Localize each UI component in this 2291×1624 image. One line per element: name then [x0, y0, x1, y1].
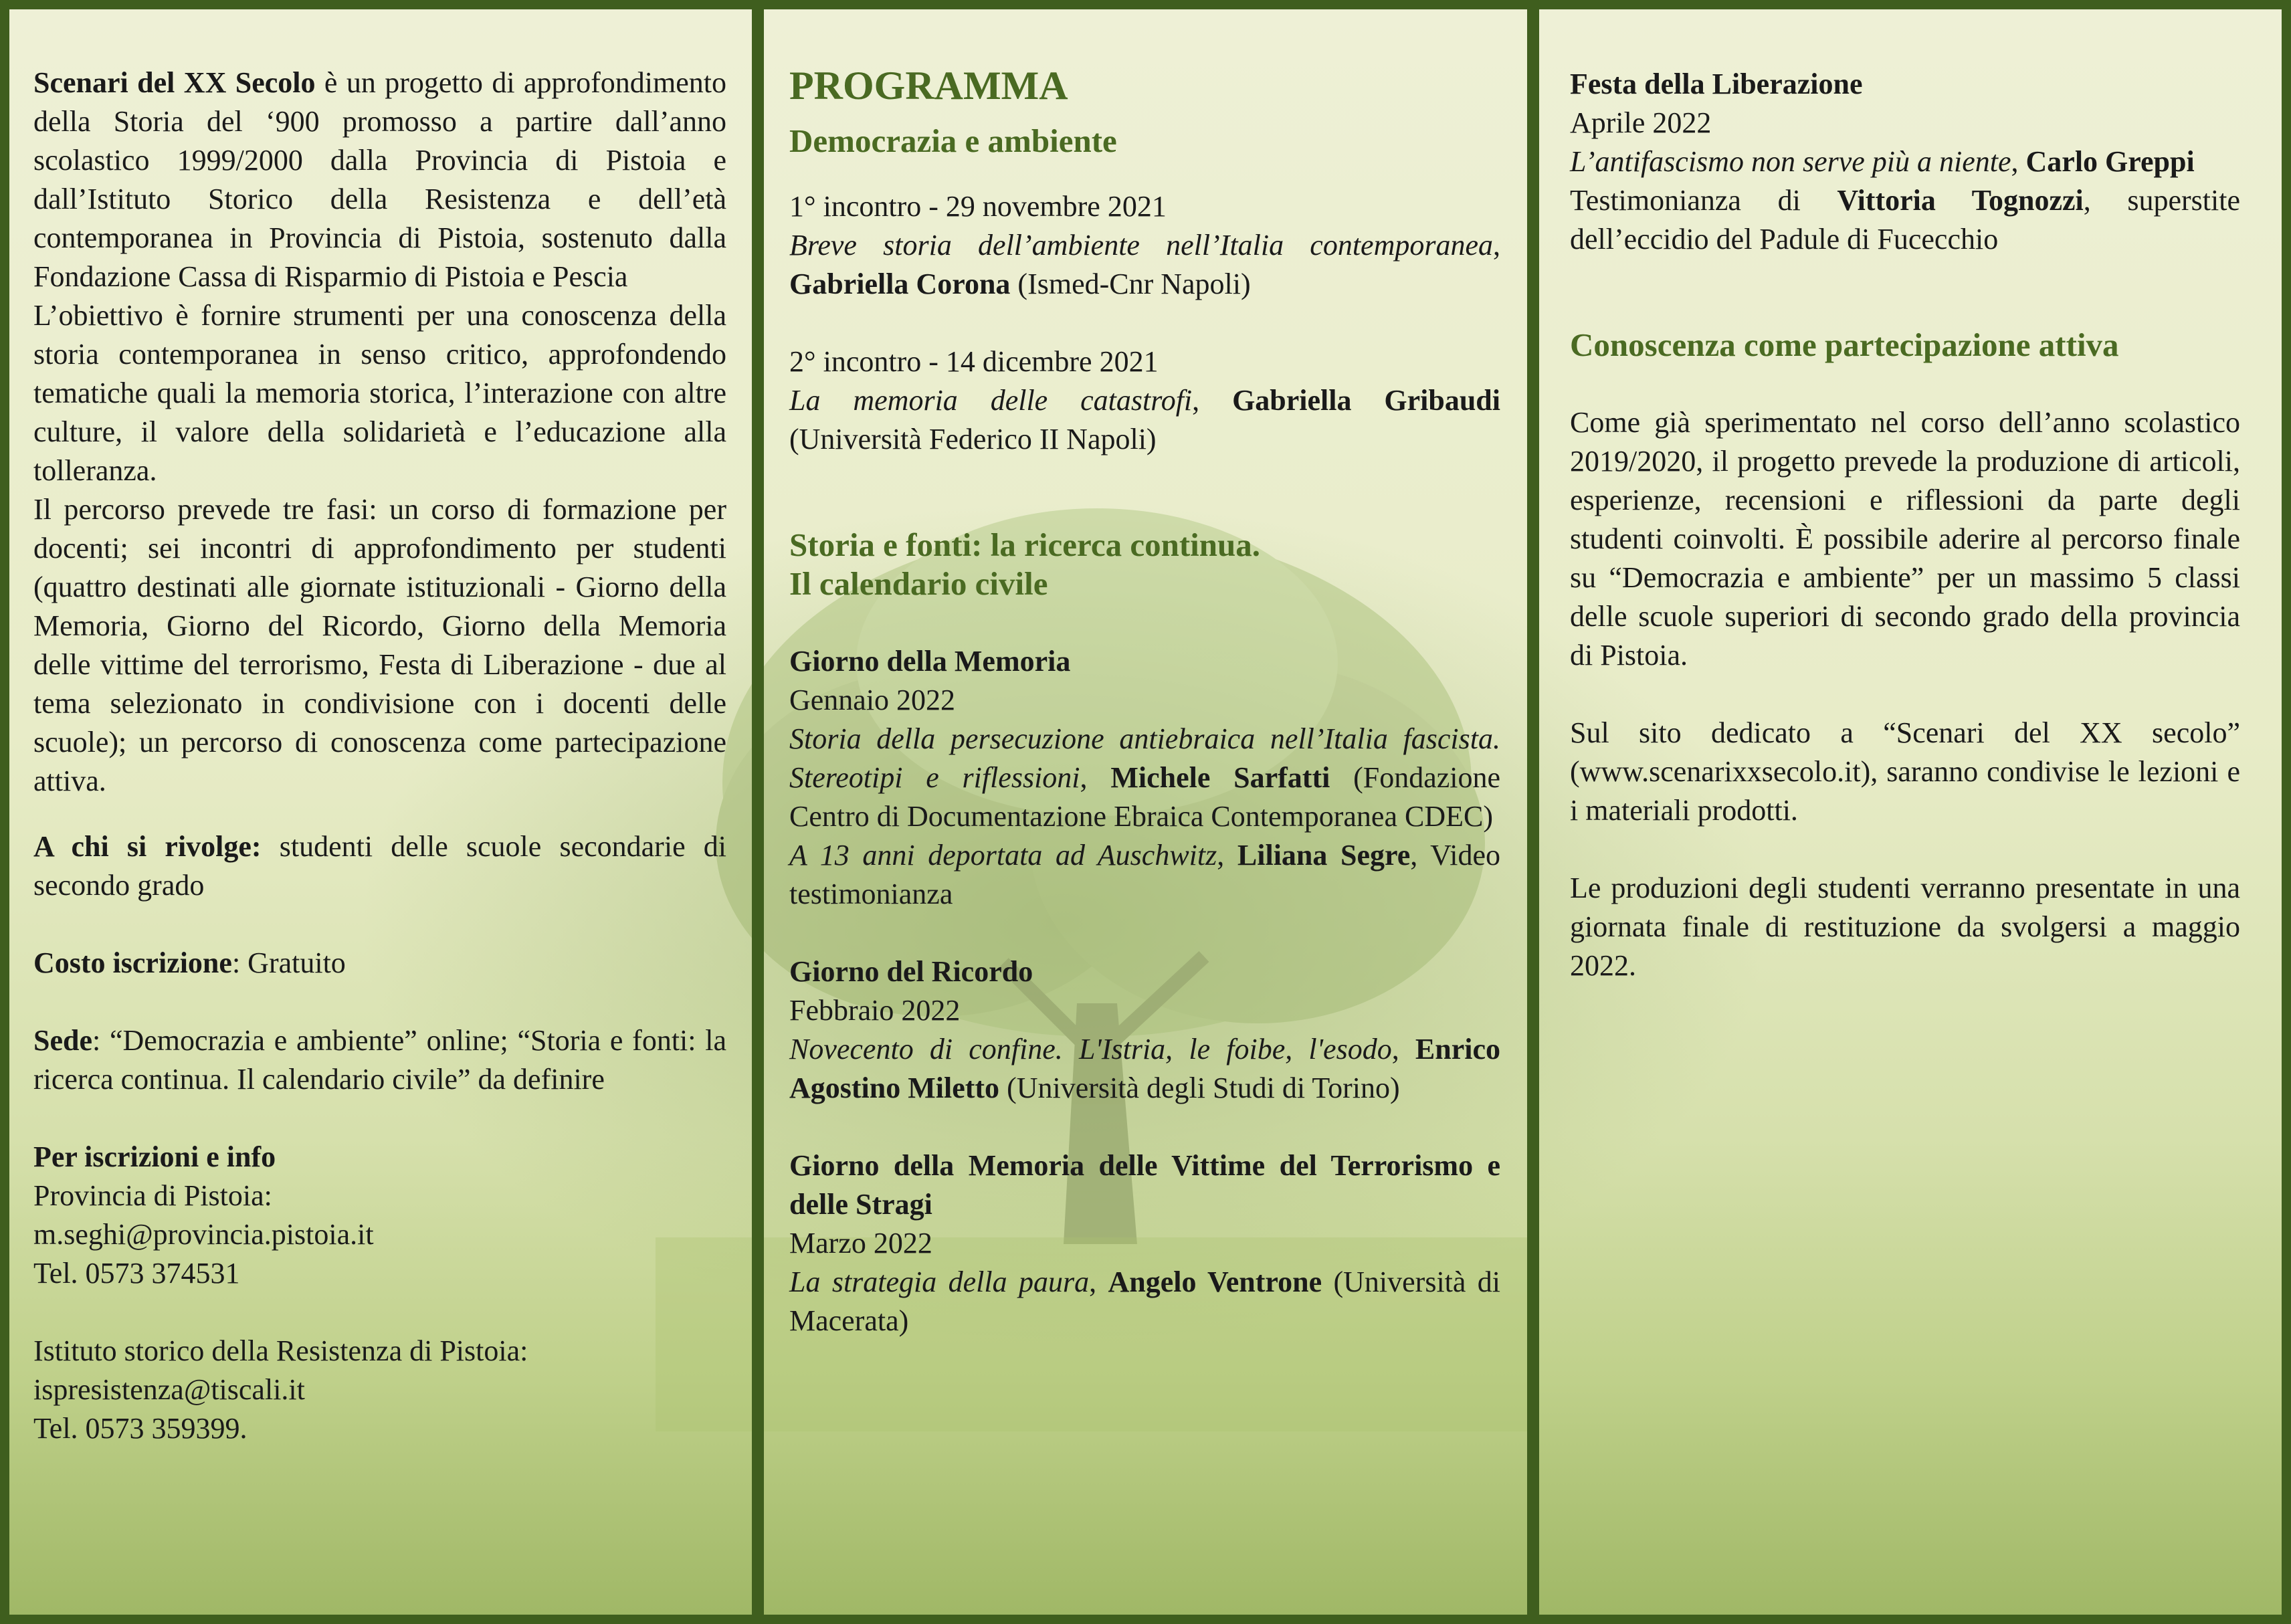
- event-liberation-date: Aprile 2022: [1570, 106, 1712, 139]
- event-memory-day-title: Giorno della Memoria: [789, 645, 1071, 678]
- section-civil-calendar-title-line2: Il calendario civile: [789, 565, 1048, 602]
- final-day-paragraph: Le produzioni degli studenti verranno presentate in una giornata finale di restituzione da svolgersi a maggio 2022.: [1570, 872, 2240, 982]
- institute-line: Istituto storico della Resistenza di Pistoia:: [33, 1334, 528, 1367]
- meeting1-date: 1° incontro - 29 novembre 2021: [789, 190, 1167, 223]
- event-liberation-witness: Testimonianza di Vittoria Tognozzi, superstite dell’eccidio del Padule di Fucecchio: [1570, 184, 2241, 256]
- event-memory-day-talk2: A 13 anni deportata ad Auschwitz, Liliana Segre, Video testimonianza: [789, 839, 1501, 910]
- participation-paragraph: Come già sperimentato nel corso dell’anno scolastico 2019/2020, il progetto prevede la produzione di articoli, esperienze, recensioni e riflessioni da parte degli studenti coinvolti. È possibile aderire al percorso finale su “Democrazia e ambiente” per un massimo 5 classi delle scuole superiori di secondo grado della provincia di Pistoia.: [1570, 406, 2240, 672]
- event-remembrance-day-date: Febbraio 2022: [789, 994, 961, 1027]
- meeting2-date: 2° incontro - 14 dicembre 2021: [789, 345, 1159, 378]
- event-remembrance-day-title: Giorno del Ricordo: [789, 955, 1033, 988]
- event-memory-day-date: Gennaio 2022: [789, 684, 956, 716]
- section-civil-calendar-title-line1: Storia e fonti: la ricerca continua.: [789, 526, 1261, 563]
- info-line-province: Provincia di Pistoia:: [33, 1179, 272, 1212]
- venue-paragraph: Sede: “Democrazia e ambiente” online; “Storia e fonti: la ricerca continua. Il calendario civile” da definire: [33, 1024, 726, 1096]
- column-divider-left: [752, 0, 764, 1624]
- event-terrorism-victims-talk: La strategia della paura, Angelo Ventrone (Università di Macerata): [789, 1265, 1501, 1337]
- section-active-participation-title: Conoscenza come partecipazione attiva: [1570, 326, 2119, 363]
- cost-paragraph: Costo iscrizione: Gratuito: [33, 946, 346, 979]
- meeting2-talk: La memoria delle catastrofi, Gabriella Gribaudi (Università Federico II Napoli): [789, 384, 1501, 455]
- website-paragraph: Sul sito dedicato a “Scenari del XX secolo” (www.scenarixxsecolo.it), saranno condivise le lezioni e i materiali prodotti.: [1570, 716, 2240, 827]
- event-liberation-title: Festa della Liberazione: [1570, 68, 1863, 100]
- intro-title: Scenari del XX Secolo: [33, 66, 316, 99]
- middle-column: [789, 0, 1500, 1624]
- column-divider-right: [1527, 0, 1539, 1624]
- event-terrorism-victims-title: Giorno della Memoria delle Vittime del Terrorismo e delle Stragi: [789, 1149, 1500, 1221]
- intro-paragraph: Scenari del XX Secolo è un progetto di approfondimento della Storia del ‘900 promosso a partire dall’anno scolastico 1999/2000 dalla Provincia di Pistoia e dall’Istituto Storico della Resistenza e dell’età contemporanea in Provincia di Pistoia, sostenuto dalla Fondazione Cassa di Risparmio di Pistoia e Pescia: [33, 66, 726, 293]
- institute-email[interactable]: ispresistenza@tiscali.it: [33, 1373, 305, 1406]
- meeting1-talk: Breve storia dell’ambiente nell’Italia contemporanea, Gabriella Corona (Ismed-Cnr Napoli): [789, 229, 1500, 300]
- info-phone-province: Tel. 0573 374531: [33, 1257, 240, 1290]
- event-memory-day-talk1: Storia della persecuzione antiebraica nell’Italia fascista. Stereotipi e riflessioni, Michele Sarfatti (Fondazione Centro di Documentazione Ebraica Contemporanea CDEC): [789, 722, 1501, 833]
- event-terrorism-victims-date: Marzo 2022: [789, 1227, 932, 1259]
- right-column: [1570, 0, 2240, 1624]
- audience-paragraph: A chi si rivolge: studenti delle scuole secondarie di secondo grado: [33, 830, 726, 902]
- institute-phone: Tel. 0573 359399.: [33, 1412, 247, 1445]
- info-email-province[interactable]: m.seghi@provincia.pistoia.it: [33, 1218, 374, 1251]
- left-column: [33, 0, 726, 1624]
- program-heading: PROGRAMMA: [789, 64, 1068, 108]
- info-title: Per iscrizioni e info: [33, 1140, 276, 1173]
- path-paragraph: Il percorso prevede tre fasi: un corso di formazione per docenti; sei incontri di approfondimento per studenti (quattro destinati alle giornate istituzionali - Giorno della Memoria, Giorno del Ricordo, Giorno della Memoria delle vittime del terrorismo, Festa di Liberazione - due al tema selezionato in condivisione con i docenti delle scuole); un percorso di conoscenza come partecipazione attiva.: [33, 493, 726, 797]
- objective-paragraph: L’obiettivo è fornire strumenti per una conoscenza della storia contemporanea in senso critico, approfondendo tematiche quali la memoria storica, l’interazione con altre culture, il valore della solidarietà e l’educazione alla tolleranza.: [33, 299, 726, 487]
- event-remembrance-day-talk: Novecento di confine. L'Istria, le foibe, l'esodo, Enrico Agostino Miletto (Università degli Studi di Torino): [789, 1033, 1501, 1104]
- section-democracy-environment-title: Democrazia e ambiente: [789, 122, 1117, 159]
- event-liberation-talk: L’antifascismo non serve più a niente, Carlo Greppi: [1570, 145, 2195, 178]
